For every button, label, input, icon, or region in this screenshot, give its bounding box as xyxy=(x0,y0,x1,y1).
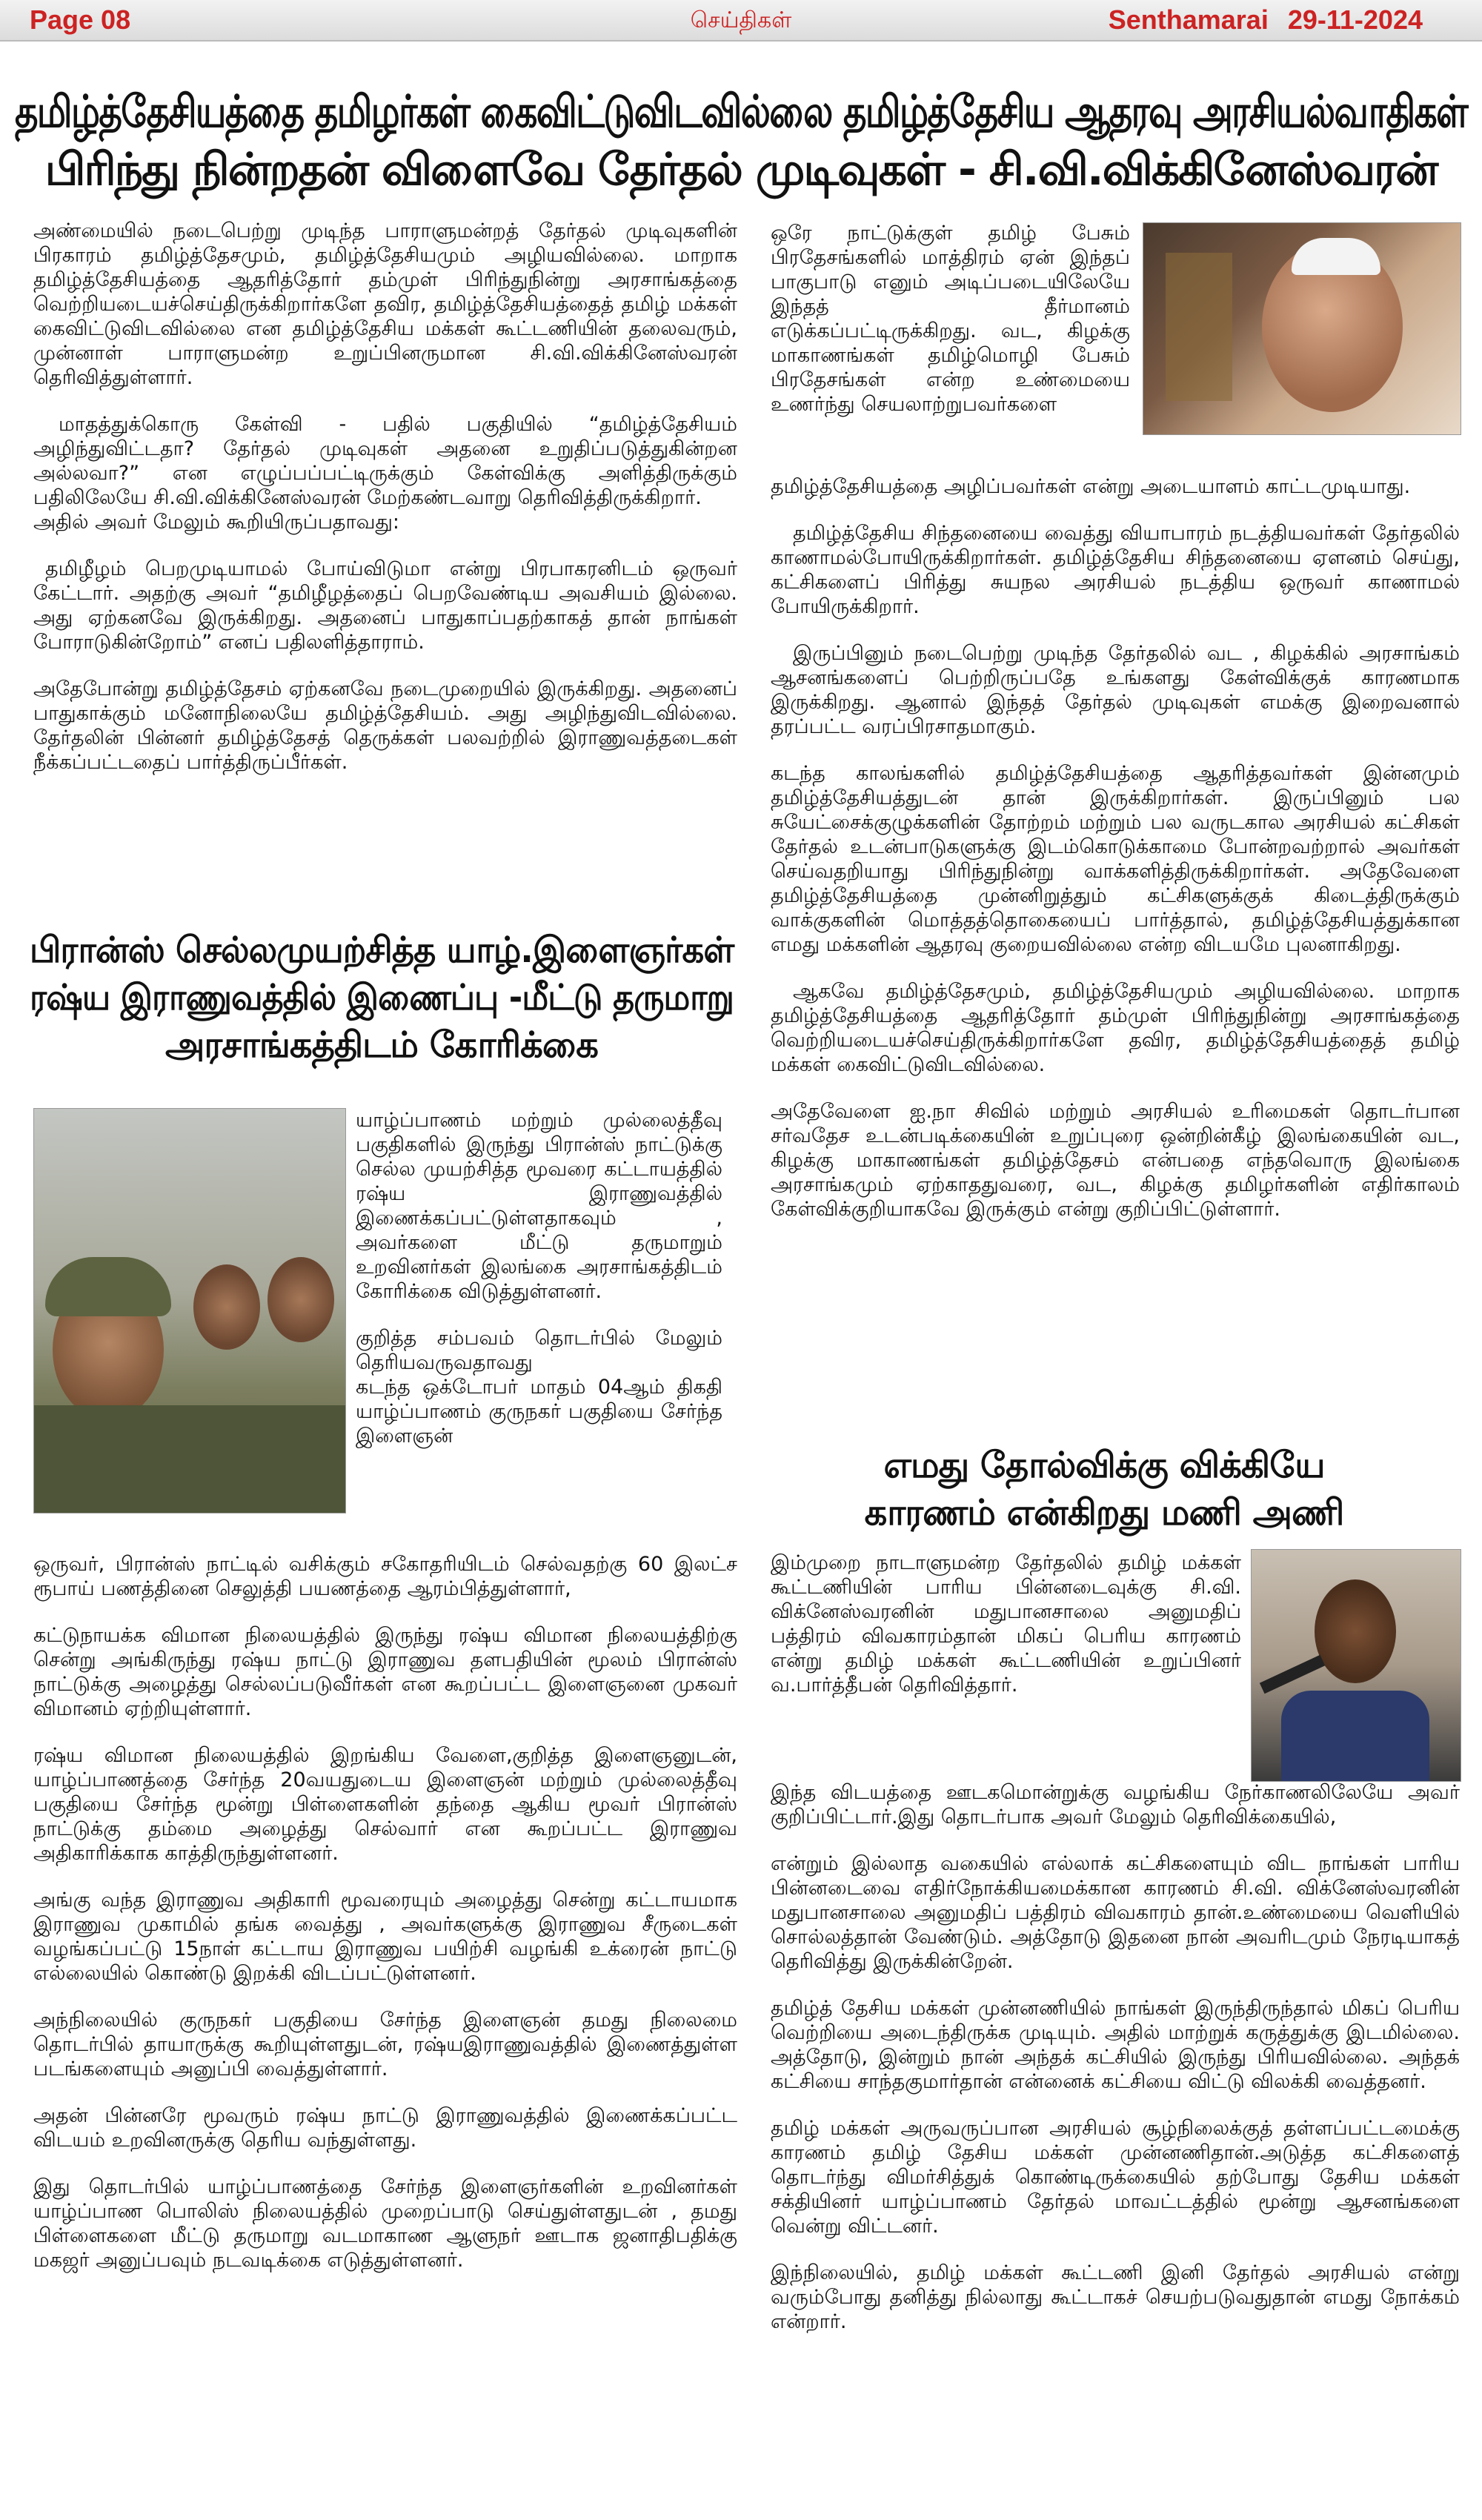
paragraph: தமிழீழம் பெறமுடியாமல் போய்விடுமா என்று பிரபாகரனிடம் ஒருவர் கேட்டார். அதற்கு அவர் “தமிழீழத்தைப் பெறவேண்டிய அவசியம் இல்லை. அது ஏற்கனவே இருக்கிறது. அதனைப் பாதுகாப்பதற்காகத் தான் நாங்கள் போராடுகின்றோம்” எனப் பதிலளித்தாராம். xyxy=(33,557,737,654)
paragraph: ஒருவர், பிரான்ஸ் நாட்டில் வசிக்கும் சகோதரியிடம் செல்வதற்கு 60 இலட்ச ரூபாய் பணத்தினை செலுத்தி பயணத்தை ஆரம்பித்துள்ளார், xyxy=(33,1553,737,1600)
paragraph: அந்நிலையில் குருநகர் பகுதியை சேர்ந்த இளைஞன் தமது நிலைமை தொடர்பில் தாயாருக்கு கூறியுள்ளதுடன், ரஷ்யஇராணுவத்தில் இணைத்துள்ள படங்களையும் அனுப்பி வைத்துள்ளார். xyxy=(33,2009,737,2080)
headline-line: அரசாங்கத்திடம் கோரிக்கை xyxy=(165,1024,598,1066)
paragraph: கட்டுநாயக்க விமான நிலையத்தில் இருந்து ரஷ்ய விமான நிலையத்திற்கு சென்று அங்கிருந்து ரஷ்ய நாட்டு இராணுவ தளபதியின் மூலம் பிரான்ஸ் நாட்டுக்கு அழைத்து செல்லப்படுவீர்கள் என கூறப்பட்ட இளைஞனை முகவர் விமானம் ஏற்றியுள்ளார். xyxy=(33,1624,737,1720)
section-name: செய்திகள் xyxy=(690,7,792,33)
paragraph: அதேபோன்று தமிழ்த்தேசம் ஏற்கனவே நடைமுறையில் இருக்கிறது. அதனைப் பாதுகாக்கும் மனோநிலையே தமிழ்த்தேசியம். அது அழிந்துவிடவில்லை. தேர்தலின் பின்னர் தமிழ்த்தேசத் தெருக்கள் பலவற்றில் இராணுவத்தடைகள் நீக்கப்பட்டதைப் பார்த்திருப்பீர்கள். xyxy=(33,677,737,774)
article3-headline xyxy=(771,1442,1438,1536)
article2-headline xyxy=(30,926,734,1069)
headline-line: ரஷ்ய இராணுவத்தில் இணைப்பு -மீட்டு தருமாறு xyxy=(30,977,734,1018)
headline-line: பிரிந்து நின்றதன் விளைவே தேர்தல் முடிவுகள் - சி.வி.விக்கினேஸ்வரன் xyxy=(44,144,1438,196)
paragraph: ரஷ்ய விமான நிலையத்தில் இறங்கிய வேளை,குறித்த இளைஞனுடன், யாழ்ப்பாணத்தை சேர்ந்த 20வயதுடைய இளைஞன் மற்றும் முல்லைத்தீவு பகுதியை சேர்ந்த மூன்று பிள்ளைகளின் தந்தை ஆகிய மூவர் பிரான்ஸ் நாட்டுக்கு தம்மை அழைத்து செல்வார் என கூறப்பட்ட இராணுவ அதிகாரிக்காக காத்திருந்துள்ளனர். xyxy=(33,1744,737,1865)
paragraph: ஒரே நாட்டுக்குள் தமிழ் பேசும் பிரதேசங்களில் மாத்திரம் ஏன் இந்தப் பாகுபாடு எனும் அடிப்படையிலேயே இந்தத் தீர்மானம் எடுக்கப்பட்டிருக்கிறது. வட, கிழக்கு மாகாணங்கள் தமிழ்மொழி பேசும் பிரதேசங்கள் என்ற உண்மையை உணர்ந்து செயலாற்றுபவர்களை xyxy=(771,222,1130,416)
article1-left-column xyxy=(33,219,737,904)
paragraph: தமிழ் மக்கள் அருவருப்பான அரசியல் சூழ்நிலைக்குத் தள்ளப்பட்டமைக்கு காரணம் தமிழ் தேசிய மக்கள் முன்னணிதான்.அடுத்த கட்சிகளைத் தொடர்ந்து விமர்சித்துக் கொண்டிருக்கையில் தற்போது தேசிய மக்கள் சக்தியினர் யாழ்ப்பாணம் தேர்தல் மாவட்டத்தில் மூன்று ஆசனங்களை வென்று விட்டனர். xyxy=(771,2117,1460,2238)
paragraph: அதன் பின்னரே மூவரும் ரஷ்ய நாட்டு இராணுவத்தில் இணைக்கப்பட்ட விடயம் உறவினருக்கு தெரிய வந்துள்ளது. xyxy=(33,2104,737,2152)
headline-line: தமிழ்த்தேசியத்தை தமிழர்கள் கைவிட்டுவிடவில்லை தமிழ்த்தேசிய ஆதரவு அரசியல்வாதிகள் xyxy=(15,86,1468,138)
article3-body xyxy=(771,1780,1460,2514)
paper-name: Senthamarai xyxy=(1108,4,1269,35)
article2-body xyxy=(33,1552,737,2508)
paragraph: தமிழ்த்தேசியத்தை அழிப்பவர்கள் என்று அடையாளம் காட்டமுடியாது. xyxy=(771,475,1411,498)
page-header xyxy=(0,0,1482,42)
paragraph: குறித்த சம்பவம் தொடர்பில் மேலும் தெரியவருவதாவது கடந்த ஒக்டோபர் மாதம் 04ஆம் திகதி யாழ்ப்பாணம் குருநகர் பகுதியை சேர்ந்த இளைஞன் xyxy=(356,1327,722,1448)
headline-line: பிரான்ஸ் செல்லமுயற்சித்த யாழ்.இளைஞர்கள் xyxy=(30,929,734,971)
paragraph: என்றும் இல்லாத வகையில் எல்லாக் கட்சிகளையும் விட நாங்கள் பாரிய பின்னடைவை எதிர்நோக்கியமைக்கான காரணம் சி.வி. விக்னேஸ்வரனின் மதுபானசாலை அனுமதிப் பத்திரம் விவகாரம் தான்.உண்மையை வெளியில் சொல்லத்தான் வேண்டும். அத்தோடு இதனை நான் அவரிடமும் நேரடியாகத் தெரிவித்து இருக்கின்றேன். xyxy=(771,1852,1460,1973)
paragraph: ஆகவே தமிழ்த்தேசமும், தமிழ்த்தேசியமும் அழியவில்லை. மாறாக தமிழ்த்தேசியத்தை ஆதரித்தோர் தம்முள் பிரிந்துநின்று அரசாங்கத்தை வெற்றியடையச்செய்திருக்கிறார்களே தவிர, தமிழ்த்தேசியத்தைத் தமிழ் மக்கள் கைவிட்டுவிடவில்லை. xyxy=(771,980,1460,1076)
paragraph: மாதத்துக்கொரு கேள்வி - பதில் பகுதியில் “தமிழ்த்தேசியம் அழிந்துவிட்டதா? தேர்தல் முடிவுகள் அதனை உறுதிப்படுத்துகின்றன அல்லவா?” என எழுப்பப்பட்டிருக்கும் கேள்விக்கு அளித்திருக்கும் பதிலிலேயே சி.வி.விக்கினேஸ்வரன் மேற்கண்டவாறு தெரிவித்திருக்கிறார். அதில் அவர் மேலும் கூறியிருப்பதாவது: xyxy=(33,413,737,534)
paragraph: தமிழ்த்தேசிய சிந்தனையை வைத்து வியாபாரம் நடத்தியவர்கள் தேர்தலில் காணாமல்போயிருக்கிறார்கள். தமிழ்த்தேசிய சிந்தனையை ஏளனம் செய்து, கட்சிகளைப் பிரித்து சுயநல அரசியல் நடத்திய ஒருவர் காணாமல் போயிருக்கிறார். xyxy=(771,522,1460,618)
paragraph: யாழ்ப்பாணம் மற்றும் முல்லைத்தீவு பகுதிகளில் இருந்து பிரான்ஸ் நாட்டுக்கு செல்ல முயற்சித்த மூவரை கட்டாயத்தில் ரஷ்ய இராணுவத்தில் இணைக்கப்பட்டுள்ளதாகவும் , அவர்களை மீட்டு தருமாறும் உறவினர்கள் இலங்கை அரசாங்கத்திடம் கோரிக்கை விடுத்துள்ளனர். xyxy=(356,1109,722,1303)
paragraph: இந்நிலையில், தமிழ் மக்கள் கூட்டணி இனி தேர்தல் அரசியல் என்று வரும்போது தனித்து நில்லாது கூட்டாகச் செயற்படுவதுதான் எமது நோக்கம் என்றார். xyxy=(771,2261,1460,2333)
parthiban-photo xyxy=(1251,1549,1461,1782)
paper-info xyxy=(1089,4,1423,36)
page-number: Page 08 xyxy=(30,4,131,35)
headline-line: எமது தோல்விக்கு விக்கியே xyxy=(883,1445,1325,1486)
paragraph: இந்த விடயத்தை ஊடகமொன்றுக்கு வழங்கிய நேர்காணலிலேயே அவர் குறிப்பிட்டார்.இது தொடர்பாக அவர் மேலும் தெரிவிக்கையில், xyxy=(771,1781,1460,1828)
headline-line: காரணம் என்கிறது மணி அணி xyxy=(864,1492,1344,1533)
article1-right-column xyxy=(771,474,1460,1364)
article3-side-column xyxy=(771,1551,1241,1803)
paragraph: கடந்த காலங்களில் தமிழ்த்தேசியத்தை ஆதரித்தவர்கள் இன்னமும் தமிழ்த்தேசியத்துடன் தான் இருக்கிறார்கள். இருப்பினும் பல சுயேட்சைக்குழுக்களின் தோற்றம் மற்றும் பல வருடகால அரசியல் கட்சிகள் தேர்தல் உடன்பாடுகளுக்கு இடம்கொடுக்காமை போன்றவற்றால் அவர்கள் செய்வதறியாது பிரிந்துநின்று வாக்களித்திருக்கிறார்கள். அதேவேளை தமிழ்த்தேசியத்தை முன்னிறுத்தும் கட்சிகளுக்குக் கிடைத்திருக்கும் வாக்குகளின் மொத்தத்தொகையைப் பார்த்தால், தமிழ்த்தேசியத்துக்கான எமது மக்களின் ஆதரவு குறையவில்லை என்ற விடயமே புலனாகிறது. xyxy=(771,762,1460,956)
paragraph: இம்முறை நாடாளுமன்ற தேர்தலில் தமிழ் மக்கள் கூட்டணியின் பாரிய பின்னடைவுக்கு சி.வி. விக்னேஸ்வரனின் மதுபானசாலை அனுமதிப் பத்திரம் விவகாரம்தான் மிகப் பெரிய காரணம் என்று தமிழ் மக்கள் கூட்டணியின் உறுப்பினர் வ.பார்த்தீபன் தெரிவித்தார். xyxy=(771,1551,1241,1697)
paragraph: இருப்பினும் நடைபெற்று முடிந்த தேர்தலில் வட , கிழக்கில் அரசாங்கம் ஆசனங்களைப் பெற்றிருப்பதே உங்களது கேள்விக்குக் காரணமாக இருக்கிறது. ஆனால் இந்தத் தேர்தல் முடிவுகள் எமக்கு இறைவனால் தரப்பட்ட வரப்பிரசாதமாகும். xyxy=(771,642,1460,738)
issue-date: 29-11-2024 xyxy=(1287,4,1423,35)
vigneswaran-photo xyxy=(1143,222,1461,435)
paragraph: தமிழ்த் தேசிய மக்கள் முன்னணியில் நாங்கள் இருந்திருந்தால் மிகப் பெரிய வெற்றியை அடைந்திருக்க முடியும். அதில் மாற்றுக் கருத்துக்கு இடமில்லை. அத்தோடு, இன்றும் நான் அந்தக் கட்சியில் இருந்து பிரியவில்லை. அந்தக் கட்சியை சாந்தகுமார்தான் என்னைக் கட்சியை விட்டு விலக்கி வைத்தனர். xyxy=(771,1997,1460,2093)
paragraph: அதேவேளை ஐ.நா சிவில் மற்றும் அரசியல் உரிமைகள் தொடர்பான சர்வதேச உடன்படிக்கையின் உறுப்புரை ஒன்றின்கீழ் இலங்கையின் வட, கிழக்கு மாகாணங்கள் தமிழ்த்தேசம் என்பதை எந்தவொரு இலங்கை அரசாங்கமும் ஏற்காததுவரை, வட, கிழக்கு தமிழர்களின் எதிர்காலம் கேள்விக்குறியாகவே இருக்கும் என்று குறிப்பிட்டுள்ளார். xyxy=(771,1100,1460,1221)
paragraph: அண்மையில் நடைபெற்று முடிந்த பாராளுமன்றத் தேர்தல் முடிவுகளின் பிரகாரம் தமிழ்த்தேசமும், தமிழ்த்தேசியமும் அழியவில்லை. மாறாக தமிழ்த்தேசியத்தை ஆதரித்தோர் தம்முள் பிரிந்துநின்று அரசாங்கத்தை வெற்றியடையச்செய்திருக்கிறார்களே தவிர, தமிழ்த்தேசியத்தைத் தமிழ் மக்கள் கைவிட்டுவிடவில்லை என தமிழ்த்தேசிய மக்கள் கூட்டணியின் தலைவரும், முன்னாள் பாராளுமன்ற உறுப்பினருமான சி.வி.விக்கினேஸ்வரன் தெரிவித்துள்ளார். xyxy=(33,219,737,389)
soldiers-photo xyxy=(33,1108,346,1513)
article1-right-top xyxy=(771,221,1130,474)
article2-side-column xyxy=(356,1108,722,1575)
article1-headline xyxy=(15,83,1467,199)
paragraph: இது தொடர்பில் யாழ்ப்பாணத்தை சேர்ந்த இளைஞர்களின் உறவினர்கள் யாழ்ப்பாண பொலிஸ் நிலையத்தில் முறைப்பாடு செய்துள்ளதுடன் , தமது பிள்ளைகளை மீட்டு தருமாறு வடமாகாண ஆளுநர் ஊடாக ஜனாதிபதிக்கு மகஜர் அனுப்பவும் நடவடிக்கை எடுத்துள்ளனர். xyxy=(33,2175,737,2272)
paragraph: அங்கு வந்த இராணுவ அதிகாரி மூவரையும் அழைத்து சென்று கட்டாயமாக இராணுவ முகாமில் தங்க வைத்து , அவர்களுக்கு இராணுவ சீருடைகள் வழங்கப்பட்டு 15நாள் கட்டாய இராணுவ பயிற்சி வழங்கி உக்ரைன் நாட்டு எல்லையில் கொண்டு இறக்கி விடப்பட்டுள்ளனர். xyxy=(33,1889,737,1985)
